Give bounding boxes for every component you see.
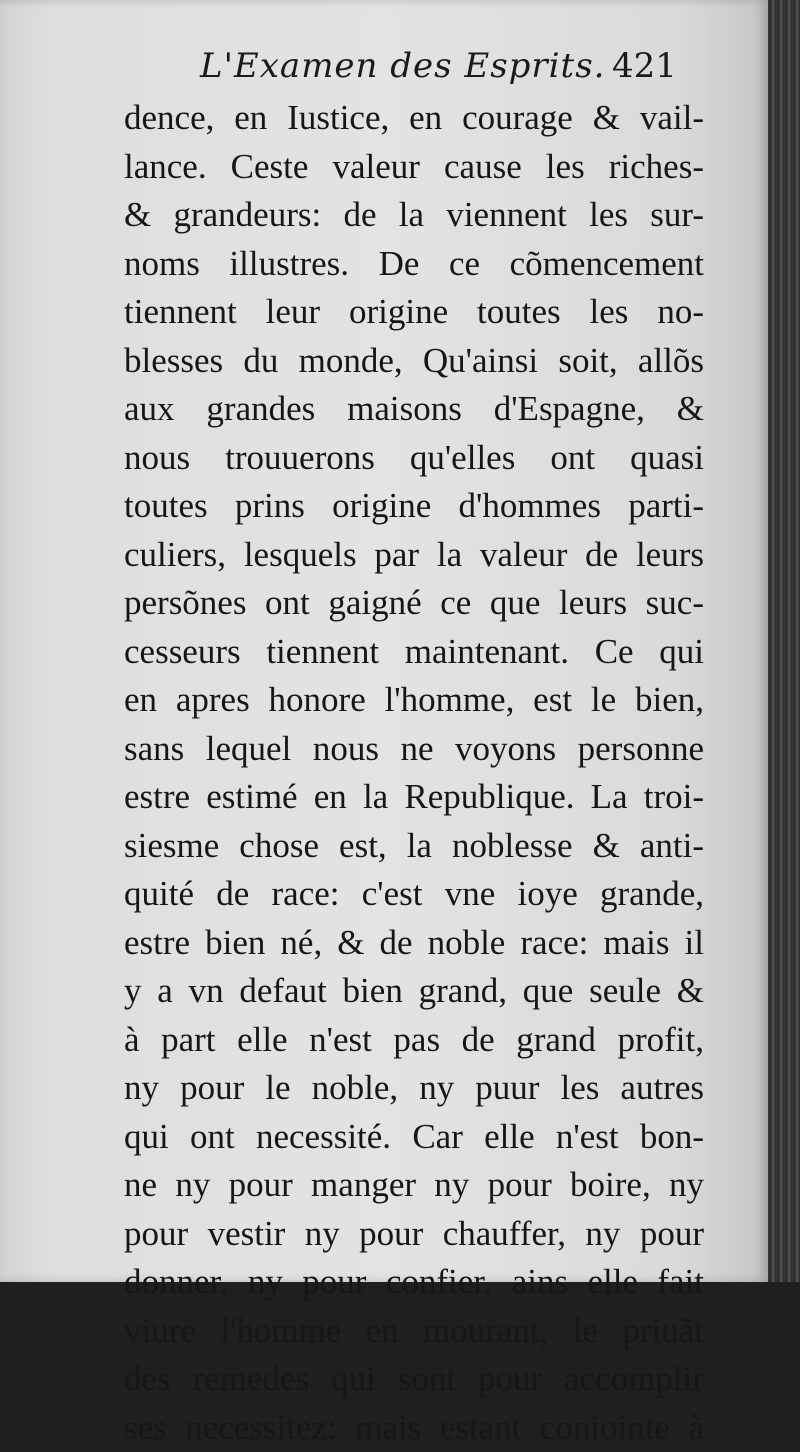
text-line: nous trouuerons qu'elles ont quasi: [124, 434, 704, 483]
body-text: [124, 94, 704, 1452]
text-line: ses necessitez: mais estant coniointe à: [124, 1404, 704, 1452]
text-line: donner, ny pour confier, ains elle fait: [124, 1258, 704, 1307]
running-head: [0, 42, 768, 94]
text-line: des remedes qui sont pour accomplir: [124, 1355, 704, 1404]
running-title: L'Examen des Esprits.: [200, 46, 605, 86]
text-line: blesses du monde, Qu'ainsi soit, allõs: [124, 337, 704, 386]
text-line: aux grandes maisons d'Espagne, &: [124, 385, 704, 434]
text-line: y a vn defaut bien grand, que seule &: [124, 967, 704, 1016]
text-line: ne ny pour manger ny pour boire, ny: [124, 1161, 704, 1210]
text-line: viure l'homme en mourant, le priuãt: [124, 1307, 704, 1356]
text-line: estre bien né, & de noble race: mais il: [124, 919, 704, 968]
text-line: siesme chose est, la noblesse & anti-: [124, 822, 704, 871]
text-line: qui ont necessité. Car elle n'est bon-: [124, 1113, 704, 1162]
text-line: quité de race: c'est vne ioye grande,: [124, 870, 704, 919]
book-spine-edge: [768, 0, 800, 1282]
text-line: en apres honore l'homme, est le bien,: [124, 676, 704, 725]
text-line: dence, en Iustice, en courage & vail-: [124, 94, 704, 143]
text-line: tiennent leur origine toutes les no-: [124, 288, 704, 337]
text-line: à part elle n'est pas de grand profit,: [124, 1016, 704, 1065]
text-line: ny pour le noble, ny puur les autres: [124, 1064, 704, 1113]
text-line: estre estimé en la Republique. La troi-: [124, 773, 704, 822]
text-line: culiers, lesquels par la valeur de leurs: [124, 531, 704, 580]
page-number: 421: [612, 46, 677, 86]
text-line: pour vestir ny pour chauffer, ny pour: [124, 1210, 704, 1259]
text-line: cesseurs tiennent maintenant. Ce qui: [124, 628, 704, 677]
text-line: persõnes ont gaigné ce que leurs suc-: [124, 579, 704, 628]
text-line: toutes prins origine d'hommes parti-: [124, 482, 704, 531]
text-line: lance. Ceste valeur cause les riches-: [124, 143, 704, 192]
text-line: noms illustres. De ce cõmencement: [124, 240, 704, 289]
text-line: & grandeurs: de la viennent les sur-: [124, 191, 704, 240]
text-line: sans lequel nous ne voyons personne: [124, 725, 704, 774]
